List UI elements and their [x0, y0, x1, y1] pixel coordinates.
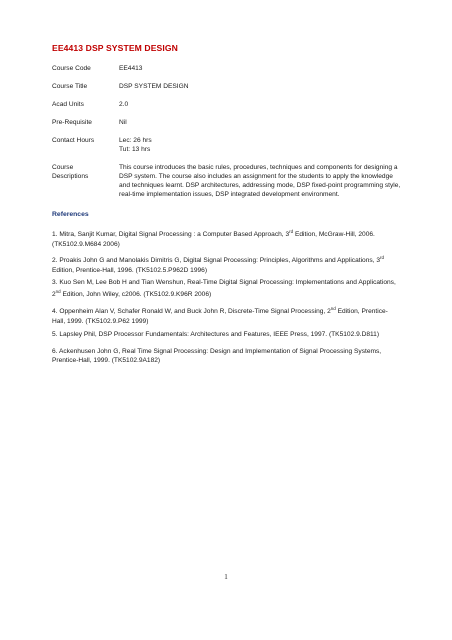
reference-item: 5. Lapsley Phil, DSP Processor Fundamentals: Architectures and Features, IEEE Press, 1997. (TK5102.9.D811) [52, 331, 380, 338]
reference-item: 6. Ackenhusen John G, Real Time Signal Processing: Design and Implementation of Signal Processing Systems, Prentice-Hall, 1999. (TK5102.9A182) [52, 348, 382, 365]
contact-hours-label: Contact Hours [52, 137, 95, 144]
acad-units-value: 2.0 [119, 101, 129, 108]
course-title-label: Course Title [52, 83, 88, 90]
course-title-value: DSP SYSTEM DESIGN [119, 83, 189, 90]
course-code-label: Course Code [52, 65, 91, 72]
pre-requisite-label: Pre-Requisite [52, 119, 92, 126]
reference-item: 2. Proakis John G and Manolakis Dimitris G, Digital Signal Processing: Principles, Algorithms and Applications, 3rd Edition, Prentice-Hall, 1996. (TK5102.5.P962D 1996) [52, 255, 385, 274]
reference-item: 4. Oppenheim Alan V, Schafer Ronald W, and Buck John R, Discrete-Time Signal Processing, 2nd Edition, Prentice-Hall, 1999. (TK5102.9.P62 1999) [52, 306, 388, 325]
course-code-value: EE4413 [119, 65, 143, 72]
pre-requisite-value: Nil [119, 119, 127, 126]
acad-units-label: Acad Units [52, 101, 84, 108]
contact-hours-tut: Tut: 13 hrs [119, 146, 151, 153]
course-description-text: This course introduces the basic rules, procedures, techniques and components for designing a DSP system. The course also includes an assignment for the students to apply the knowledge and techniques learnt. DSP architectures, addressing mode, DSP fixed-point programming style, real-time implementation issues, DSP integrated development environment. [119, 164, 401, 198]
reference-item: 1. Mitra, Sanjit Kumar, Digital Signal Processing : a Computer Based Approach, 3rd Edition, McGraw-Hill, 2006. (TK5102.9.M684 2006) [52, 229, 375, 248]
page-number: 1 [224, 573, 228, 581]
course-description-label-line1: Course [52, 164, 74, 171]
course-description-label-line2: Descriptions [52, 173, 89, 180]
references-heading: References [52, 211, 89, 218]
contact-hours-lec: Lec: 26 hrs [119, 137, 152, 144]
reference-item: 3. Kuo Sen M, Lee Bob H and Tian Wenshun, Real-Time Digital Signal Processing: Implementations and Applications, 2nd Edition, John Wiley, c2006. (TK5102.9.K96R 2006) [52, 279, 396, 299]
document-title: EE4413 DSP SYSTEM DESIGN [52, 43, 178, 53]
